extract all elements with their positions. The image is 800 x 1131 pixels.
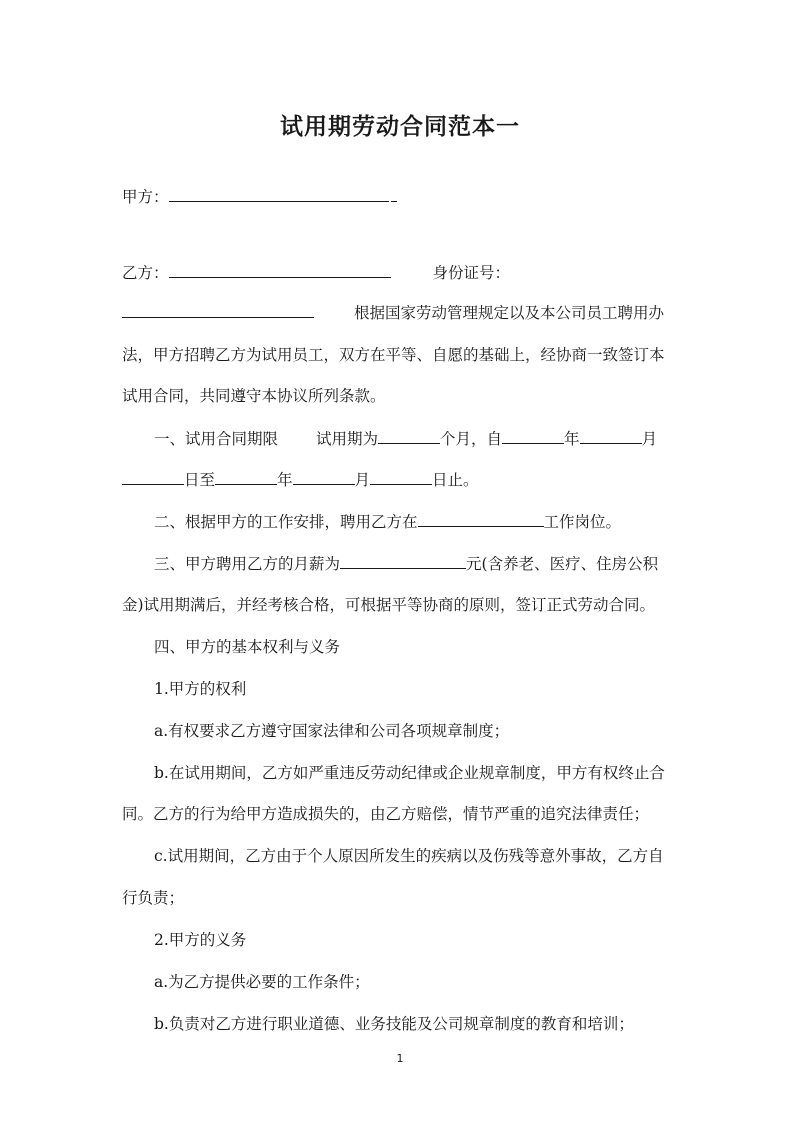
- party-a-blank-tail: [391, 184, 397, 202]
- end-month-blank: [293, 467, 355, 485]
- party-b-blank: [169, 260, 391, 278]
- party-b-label: 乙方：: [122, 264, 169, 282]
- trial-term-label: 试用期为: [316, 430, 379, 448]
- document-title: 试用期劳动合同范本一: [280, 114, 520, 140]
- party-a-line: [122, 184, 682, 209]
- clause-1-line-2: [122, 467, 682, 492]
- year-label: 年: [564, 430, 580, 448]
- right-c-line-2: 行负责；: [122, 889, 185, 907]
- right-b-line-1: b.在试用期间，乙方如严重违反劳动纪律或企业规章制度，甲方有权终止合: [154, 764, 665, 782]
- intro-text-1: 根据国家劳动管理规定以及本公司员工聘用办: [354, 304, 665, 322]
- duty-b: b.负责对乙方进行职业道德、业务技能及公司规章制度的教育和培训；: [154, 1015, 634, 1033]
- end-year-blank: [215, 467, 277, 485]
- start-month-blank: [580, 426, 642, 444]
- end-day-blank: [370, 467, 432, 485]
- months-blank: [378, 426, 440, 444]
- start-year-blank: [502, 426, 564, 444]
- intro-line-2: 法，甲方招聘乙方为试用员工，双方在平等、自愿的基础上，经协商一致签订本: [122, 346, 665, 364]
- month-label-2: 月: [354, 471, 371, 489]
- day-to-label: 日至: [184, 471, 216, 489]
- clause-2: [154, 509, 714, 534]
- right-c-line-1: c.试用期间，乙方由于个人原因所发生的疾病以及伤残等意外事故，乙方自: [154, 847, 664, 865]
- party-a-blank: [169, 184, 389, 202]
- position-blank: [418, 509, 544, 527]
- intro-line-1: [122, 300, 682, 325]
- salary-blank: [340, 551, 466, 569]
- clause-2-tail: 工作岗位。: [543, 513, 622, 531]
- right-b-line-2: 同。乙方的行为给甲方造成损失的，由乙方赔偿，情节严重的追究法律责任；: [122, 805, 650, 823]
- id-number-blank: [122, 300, 314, 318]
- day-end-label: 日止。: [432, 471, 479, 489]
- duty-a: a.为乙方提供必要的工作条件；: [154, 973, 370, 991]
- clause-3-line-1: [154, 551, 714, 576]
- year-label-2: 年: [277, 471, 293, 489]
- party-a-label: 甲方：: [122, 188, 169, 206]
- clause-4-heading: 四、甲方的基本权利与义务: [154, 638, 341, 656]
- id-number-label: 身份证号：: [432, 264, 511, 282]
- clause-1-line-1: [154, 426, 714, 451]
- clause-2-text: 二、根据甲方的工作安排，聘用乙方在: [154, 513, 418, 531]
- clause-3-line-2: 金)试用期满后，并经考核合格，可根据平等协商的原则，签订正式劳动合同。: [122, 596, 656, 614]
- page-number: 1: [396, 1052, 404, 1065]
- month-label: 月: [641, 430, 658, 448]
- clause-3-tail: 元(含养老、医疗、住房公积: [466, 555, 659, 573]
- duties-heading: 2.甲方的义务: [154, 931, 247, 949]
- clause-3-text: 三、甲方聘用乙方的月薪为: [154, 555, 341, 573]
- start-day-blank: [122, 467, 184, 485]
- right-a: a.有权要求乙方遵守国家法律和公司各项规章制度；: [154, 722, 510, 740]
- clause-1-heading: 一、试用合同期限: [154, 430, 279, 448]
- party-b-line: [122, 260, 682, 285]
- rights-heading: 1.甲方的权利: [154, 680, 247, 698]
- intro-line-3: 试用合同，共同遵守本协议所列条款。: [122, 387, 386, 405]
- month-from-label: 个月，自: [440, 430, 503, 448]
